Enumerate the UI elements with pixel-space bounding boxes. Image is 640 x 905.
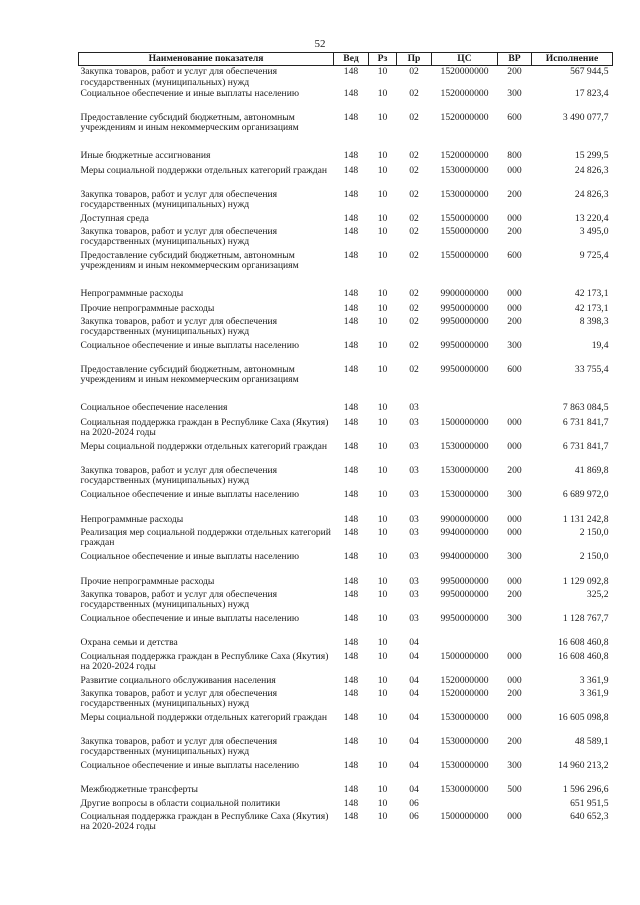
row-pr: 02 bbox=[397, 89, 432, 113]
row-vr: 000 bbox=[498, 304, 532, 317]
table-row bbox=[79, 713, 613, 737]
row-ved: 148 bbox=[334, 713, 369, 737]
row-ved: 148 bbox=[334, 676, 369, 689]
row-name: Социальная поддержка граждан в Республике Саха (Якутия) на 2020-2024 годы bbox=[80, 650, 329, 673]
row-name: Меры социальной поддержки отдельных категорий граждан bbox=[80, 711, 328, 723]
row-value: 3 361,9 bbox=[532, 689, 613, 713]
row-ved: 148 bbox=[334, 317, 369, 341]
row-name: Закупка товаров, работ и услуг для обеспечения государственных (муниципальных) нужд bbox=[80, 315, 278, 338]
row-value: 42 173,1 bbox=[532, 304, 613, 317]
row-ved: 148 bbox=[334, 418, 369, 442]
row-rz: 10 bbox=[369, 737, 397, 761]
row-value: 3 490 077,7 bbox=[532, 113, 613, 151]
row-pr: 04 bbox=[397, 689, 432, 713]
row-value: 16 605 098,8 bbox=[532, 713, 613, 737]
row-name: Социальное обеспечение и иные выплаты населению bbox=[80, 612, 299, 624]
row-pr: 02 bbox=[397, 289, 432, 304]
row-rz: 10 bbox=[369, 442, 397, 466]
row-vr: 200 bbox=[498, 590, 532, 614]
row-value: 9 725,4 bbox=[532, 251, 613, 289]
table-row bbox=[79, 442, 613, 466]
table-row bbox=[79, 89, 613, 113]
row-name: Прочие непрограммные расходы bbox=[80, 575, 215, 587]
row-pr: 04 bbox=[397, 652, 432, 676]
table-row bbox=[79, 785, 613, 799]
table-row bbox=[79, 761, 613, 785]
row-pr: 04 bbox=[397, 785, 432, 799]
row-value: 33 755,4 bbox=[532, 365, 613, 403]
row-vr: 600 bbox=[498, 365, 532, 403]
row-cs bbox=[432, 799, 498, 812]
row-vr bbox=[498, 799, 532, 812]
table-row bbox=[79, 190, 613, 214]
row-pr: 03 bbox=[397, 403, 432, 418]
row-ved: 148 bbox=[334, 638, 369, 652]
row-name: Охрана семьи и детства bbox=[80, 636, 178, 648]
row-vr: 000 bbox=[498, 652, 532, 676]
row-ved: 148 bbox=[334, 652, 369, 676]
row-name: Закупка товаров, работ и услуг для обеспечения государственных (муниципальных) нужд bbox=[80, 66, 278, 88]
header-cs: ЦС bbox=[432, 53, 498, 66]
row-value: 19,4 bbox=[532, 341, 613, 365]
table-row bbox=[79, 418, 613, 442]
row-pr: 04 bbox=[397, 676, 432, 689]
table-row bbox=[79, 151, 613, 166]
table-row bbox=[79, 676, 613, 689]
row-cs: 1530000000 bbox=[432, 166, 498, 190]
row-cs: 1520000000 bbox=[432, 689, 498, 713]
table-row bbox=[79, 403, 613, 418]
row-value: 41 869,8 bbox=[532, 466, 613, 490]
table-row bbox=[79, 812, 613, 836]
row-ved: 148 bbox=[334, 289, 369, 304]
row-cs: 1530000000 bbox=[432, 713, 498, 737]
row-value: 1 131 242,8 bbox=[532, 515, 613, 528]
row-pr: 03 bbox=[397, 577, 432, 590]
row-cs: 9950000000 bbox=[432, 614, 498, 638]
row-rz: 10 bbox=[369, 785, 397, 799]
table-row bbox=[79, 737, 613, 761]
row-value: 24 826,3 bbox=[532, 190, 613, 214]
row-vr: 300 bbox=[498, 614, 532, 638]
table-row bbox=[79, 365, 613, 403]
row-rz: 10 bbox=[369, 227, 397, 251]
row-pr: 02 bbox=[397, 227, 432, 251]
row-ved: 148 bbox=[334, 590, 369, 614]
table-row bbox=[79, 552, 613, 577]
row-pr: 02 bbox=[397, 66, 432, 89]
table-row bbox=[79, 466, 613, 490]
row-pr: 03 bbox=[397, 528, 432, 552]
table-row bbox=[79, 577, 613, 590]
row-pr: 02 bbox=[397, 166, 432, 190]
header-rz: Рз bbox=[369, 53, 397, 66]
row-ved: 148 bbox=[334, 490, 369, 515]
row-ved: 148 bbox=[334, 403, 369, 418]
row-pr: 03 bbox=[397, 590, 432, 614]
page-number: 52 bbox=[314, 38, 326, 50]
row-name: Доступная среда bbox=[80, 212, 149, 224]
row-vr: 000 bbox=[498, 713, 532, 737]
row-name: Закупка товаров, работ и услуг для обеспечения государственных (муниципальных) нужд bbox=[80, 735, 278, 758]
row-vr: 300 bbox=[498, 552, 532, 577]
table-row bbox=[79, 214, 613, 227]
table-row bbox=[79, 490, 613, 515]
row-value: 6 731 841,7 bbox=[532, 418, 613, 442]
table-row bbox=[79, 304, 613, 317]
row-rz: 10 bbox=[369, 638, 397, 652]
row-value: 2 150,0 bbox=[532, 552, 613, 577]
row-pr: 03 bbox=[397, 418, 432, 442]
row-name: Закупка товаров, работ и услуг для обеспечения государственных (муниципальных) нужд bbox=[80, 464, 278, 487]
row-value: 325,2 bbox=[532, 590, 613, 614]
row-name: Предоставление субсидий бюджетным, автономным учреждениям и иным некоммерческим организациям bbox=[80, 249, 299, 272]
row-vr: 000 bbox=[498, 214, 532, 227]
row-value: 14 960 213,2 bbox=[532, 761, 613, 785]
row-vr bbox=[498, 638, 532, 652]
row-rz: 10 bbox=[369, 689, 397, 713]
row-cs: 1530000000 bbox=[432, 442, 498, 466]
row-pr: 02 bbox=[397, 214, 432, 227]
row-pr: 02 bbox=[397, 341, 432, 365]
row-ved: 148 bbox=[334, 166, 369, 190]
row-name: Предоставление субсидий бюджетным, автономным учреждениям и иным некоммерческим организациям bbox=[80, 363, 299, 386]
row-ved: 148 bbox=[334, 761, 369, 785]
row-cs: 1530000000 bbox=[432, 761, 498, 785]
row-cs: 1530000000 bbox=[432, 490, 498, 515]
table-row bbox=[79, 317, 613, 341]
row-name: Развитие социального обслуживания населения bbox=[80, 674, 276, 686]
row-cs: 1530000000 bbox=[432, 190, 498, 214]
row-rz: 10 bbox=[369, 304, 397, 317]
row-vr: 800 bbox=[498, 151, 532, 166]
row-value: 8 398,3 bbox=[532, 317, 613, 341]
row-pr: 03 bbox=[397, 552, 432, 577]
row-cs bbox=[432, 403, 498, 418]
row-pr: 04 bbox=[397, 761, 432, 785]
row-cs: 1520000000 bbox=[432, 151, 498, 166]
row-vr: 200 bbox=[498, 227, 532, 251]
row-pr: 02 bbox=[397, 113, 432, 151]
table-row bbox=[79, 590, 613, 614]
row-value: 48 589,1 bbox=[532, 737, 613, 761]
table-row bbox=[79, 515, 613, 528]
row-vr: 200 bbox=[498, 737, 532, 761]
row-rz: 10 bbox=[369, 676, 397, 689]
row-cs: 9950000000 bbox=[432, 341, 498, 365]
row-vr: 200 bbox=[498, 190, 532, 214]
row-cs: 9950000000 bbox=[432, 365, 498, 403]
row-pr: 06 bbox=[397, 812, 432, 836]
row-name: Другие вопросы в области социальной политики bbox=[80, 797, 281, 809]
row-value: 6 689 972,0 bbox=[532, 490, 613, 515]
row-rz: 10 bbox=[369, 552, 397, 577]
row-cs: 1500000000 bbox=[432, 652, 498, 676]
row-pr: 03 bbox=[397, 515, 432, 528]
table-row bbox=[79, 528, 613, 552]
row-ved: 148 bbox=[334, 528, 369, 552]
header-pr: Пр bbox=[397, 53, 432, 66]
row-pr: 03 bbox=[397, 490, 432, 515]
header-name: Наименование показателя bbox=[79, 53, 334, 66]
row-vr: 300 bbox=[498, 89, 532, 113]
row-cs: 1550000000 bbox=[432, 214, 498, 227]
row-name: Социальное обеспечение и иные выплаты населению bbox=[80, 87, 299, 99]
row-vr: 000 bbox=[498, 528, 532, 552]
header-vr: ВР bbox=[498, 53, 532, 66]
row-rz: 10 bbox=[369, 365, 397, 403]
row-rz: 10 bbox=[369, 528, 397, 552]
row-value: 1 596 296,6 bbox=[532, 785, 613, 799]
row-ved: 148 bbox=[334, 785, 369, 799]
row-vr: 000 bbox=[498, 442, 532, 466]
row-value: 1 129 092,8 bbox=[532, 577, 613, 590]
row-ved: 148 bbox=[334, 66, 369, 89]
row-name: Социальное обеспечение и иные выплаты населению bbox=[80, 550, 299, 562]
row-name: Закупка товаров, работ и услуг для обеспечения государственных (муниципальных) нужд bbox=[80, 588, 278, 611]
row-name: Прочие непрограммные расходы bbox=[80, 302, 215, 314]
row-ved: 148 bbox=[334, 577, 369, 590]
row-vr: 000 bbox=[498, 289, 532, 304]
table-row bbox=[79, 614, 613, 638]
row-name: Социальная поддержка граждан в Республике Саха (Якутия) на 2020-2024 годы bbox=[80, 810, 329, 833]
row-vr: 300 bbox=[498, 490, 532, 515]
row-rz: 10 bbox=[369, 190, 397, 214]
row-vr: 200 bbox=[498, 317, 532, 341]
row-name: Меры социальной поддержки отдельных категорий граждан bbox=[80, 440, 328, 452]
row-rz: 10 bbox=[369, 151, 397, 166]
row-value: 15 299,5 bbox=[532, 151, 613, 166]
row-value: 651 951,5 bbox=[532, 799, 613, 812]
row-cs: 1500000000 bbox=[432, 418, 498, 442]
row-vr: 000 bbox=[498, 166, 532, 190]
row-pr: 06 bbox=[397, 799, 432, 812]
row-cs: 1550000000 bbox=[432, 227, 498, 251]
row-value: 3 361,9 bbox=[532, 676, 613, 689]
row-rz: 10 bbox=[369, 466, 397, 490]
row-vr: 300 bbox=[498, 341, 532, 365]
row-ved: 148 bbox=[334, 341, 369, 365]
table-body bbox=[79, 66, 613, 836]
row-cs bbox=[432, 638, 498, 652]
row-rz: 10 bbox=[369, 418, 397, 442]
row-name: Иные бюджетные ассигнования bbox=[80, 149, 211, 161]
row-vr: 600 bbox=[498, 251, 532, 289]
row-vr: 000 bbox=[498, 676, 532, 689]
row-cs: 1530000000 bbox=[432, 466, 498, 490]
row-vr: 600 bbox=[498, 113, 532, 151]
row-cs: 9950000000 bbox=[432, 577, 498, 590]
row-name: Закупка товаров, работ и услуг для обеспечения государственных (муниципальных) нужд bbox=[80, 225, 278, 248]
row-ved: 148 bbox=[334, 737, 369, 761]
row-value: 7 863 084,5 bbox=[532, 403, 613, 418]
table-row bbox=[79, 66, 613, 89]
row-cs: 1520000000 bbox=[432, 89, 498, 113]
row-value: 16 608 460,8 bbox=[532, 652, 613, 676]
row-ved: 148 bbox=[334, 214, 369, 227]
row-pr: 02 bbox=[397, 190, 432, 214]
row-rz: 10 bbox=[369, 66, 397, 89]
row-value: 17 823,4 bbox=[532, 89, 613, 113]
row-vr: 200 bbox=[498, 466, 532, 490]
row-cs: 9950000000 bbox=[432, 590, 498, 614]
row-ved: 148 bbox=[334, 113, 369, 151]
row-ved: 148 bbox=[334, 466, 369, 490]
row-pr: 02 bbox=[397, 251, 432, 289]
row-name: Социальное обеспечение и иные выплаты населению bbox=[80, 759, 299, 771]
row-value: 2 150,0 bbox=[532, 528, 613, 552]
row-name: Социальное обеспечение и иные выплаты населению bbox=[80, 339, 299, 351]
row-vr: 300 bbox=[498, 761, 532, 785]
row-pr: 02 bbox=[397, 317, 432, 341]
table-row bbox=[79, 289, 613, 304]
row-ved: 148 bbox=[334, 227, 369, 251]
row-rz: 10 bbox=[369, 214, 397, 227]
row-rz: 10 bbox=[369, 251, 397, 289]
table-row bbox=[79, 113, 613, 151]
row-pr: 03 bbox=[397, 442, 432, 466]
row-vr: 000 bbox=[498, 418, 532, 442]
row-name: Меры социальной поддержки отдельных категорий граждан bbox=[80, 164, 328, 176]
header-ved: Вед bbox=[334, 53, 369, 66]
row-ved: 148 bbox=[334, 89, 369, 113]
row-rz: 10 bbox=[369, 490, 397, 515]
row-rz: 10 bbox=[369, 317, 397, 341]
row-ved: 148 bbox=[334, 799, 369, 812]
row-rz: 10 bbox=[369, 341, 397, 365]
row-ved: 148 bbox=[334, 190, 369, 214]
row-pr: 02 bbox=[397, 304, 432, 317]
row-pr: 02 bbox=[397, 365, 432, 403]
row-ved: 148 bbox=[334, 812, 369, 836]
row-rz: 10 bbox=[369, 652, 397, 676]
row-rz: 10 bbox=[369, 113, 397, 151]
row-cs: 1520000000 bbox=[432, 676, 498, 689]
row-pr: 04 bbox=[397, 737, 432, 761]
row-cs: 9940000000 bbox=[432, 528, 498, 552]
table-row bbox=[79, 638, 613, 652]
row-ved: 148 bbox=[334, 614, 369, 638]
row-pr: 04 bbox=[397, 638, 432, 652]
table-row bbox=[79, 652, 613, 676]
row-cs: 1550000000 bbox=[432, 251, 498, 289]
row-vr: 500 bbox=[498, 785, 532, 799]
row-cs: 1530000000 bbox=[432, 737, 498, 761]
row-rz: 10 bbox=[369, 799, 397, 812]
row-pr: 04 bbox=[397, 713, 432, 737]
row-cs: 9940000000 bbox=[432, 552, 498, 577]
row-name: Закупка товаров, работ и услуг для обеспечения государственных (муниципальных) нужд bbox=[80, 188, 278, 211]
table-row bbox=[79, 341, 613, 365]
row-cs: 1520000000 bbox=[432, 113, 498, 151]
row-value: 16 608 460,8 bbox=[532, 638, 613, 652]
row-cs: 1530000000 bbox=[432, 785, 498, 799]
row-cs: 1520000000 bbox=[432, 66, 498, 89]
row-vr: 200 bbox=[498, 66, 532, 89]
row-rz: 10 bbox=[369, 403, 397, 418]
row-vr: 000 bbox=[498, 577, 532, 590]
table-row bbox=[79, 689, 613, 713]
header-value: Исполнение bbox=[532, 53, 613, 66]
row-ved: 148 bbox=[334, 689, 369, 713]
row-cs: 9900000000 bbox=[432, 289, 498, 304]
table-row bbox=[79, 166, 613, 190]
row-value: 640 652,3 bbox=[532, 812, 613, 836]
row-rz: 10 bbox=[369, 289, 397, 304]
row-pr: 03 bbox=[397, 466, 432, 490]
table-header bbox=[79, 53, 613, 66]
row-vr: 200 bbox=[498, 689, 532, 713]
row-ved: 148 bbox=[334, 515, 369, 528]
table-row bbox=[79, 799, 613, 812]
row-rz: 10 bbox=[369, 614, 397, 638]
row-rz: 10 bbox=[369, 515, 397, 528]
row-value: 42 173,1 bbox=[532, 289, 613, 304]
row-ved: 148 bbox=[334, 304, 369, 317]
row-ved: 148 bbox=[334, 552, 369, 577]
row-name: Предоставление субсидий бюджетным, автономным учреждениям и иным некоммерческим организациям bbox=[80, 111, 299, 134]
row-name: Непрограммные расходы bbox=[80, 287, 184, 299]
row-value: 1 128 767,7 bbox=[532, 614, 613, 638]
row-vr bbox=[498, 403, 532, 418]
row-name: Закупка товаров, работ и услуг для обеспечения государственных (муниципальных) нужд bbox=[80, 687, 278, 710]
row-name: Реализация мер социальной поддержки отдельных категорий граждан bbox=[80, 526, 331, 549]
row-pr: 02 bbox=[397, 151, 432, 166]
row-rz: 10 bbox=[369, 761, 397, 785]
row-ved: 148 bbox=[334, 365, 369, 403]
row-ved: 148 bbox=[334, 251, 369, 289]
row-value: 6 731 841,7 bbox=[532, 442, 613, 466]
row-cs: 9950000000 bbox=[432, 304, 498, 317]
row-ved: 148 bbox=[334, 442, 369, 466]
row-value: 24 826,3 bbox=[532, 166, 613, 190]
row-vr: 000 bbox=[498, 515, 532, 528]
row-rz: 10 bbox=[369, 590, 397, 614]
row-value: 3 495,0 bbox=[532, 227, 613, 251]
row-name: Межбюджетные трансферты bbox=[80, 783, 198, 795]
row-name: Социальное обеспечение населения bbox=[80, 401, 228, 413]
row-name: Непрограммные расходы bbox=[80, 513, 184, 525]
table-row bbox=[79, 227, 613, 251]
table-row bbox=[79, 251, 613, 289]
row-name: Социальная поддержка граждан в Республике Саха (Якутия) на 2020-2024 годы bbox=[80, 416, 329, 439]
row-rz: 10 bbox=[369, 166, 397, 190]
row-ved: 148 bbox=[334, 151, 369, 166]
row-rz: 10 bbox=[369, 577, 397, 590]
row-value: 567 944,5 bbox=[532, 66, 613, 89]
row-rz: 10 bbox=[369, 89, 397, 113]
row-cs: 9950000000 bbox=[432, 317, 498, 341]
row-value: 13 220,4 bbox=[532, 214, 613, 227]
row-pr: 03 bbox=[397, 614, 432, 638]
row-rz: 10 bbox=[369, 812, 397, 836]
budget-table bbox=[78, 52, 613, 836]
row-cs: 9900000000 bbox=[432, 515, 498, 528]
row-rz: 10 bbox=[369, 713, 397, 737]
row-vr: 000 bbox=[498, 812, 532, 836]
row-name: Социальное обеспечение и иные выплаты населению bbox=[80, 488, 299, 500]
row-cs: 1500000000 bbox=[432, 812, 498, 836]
